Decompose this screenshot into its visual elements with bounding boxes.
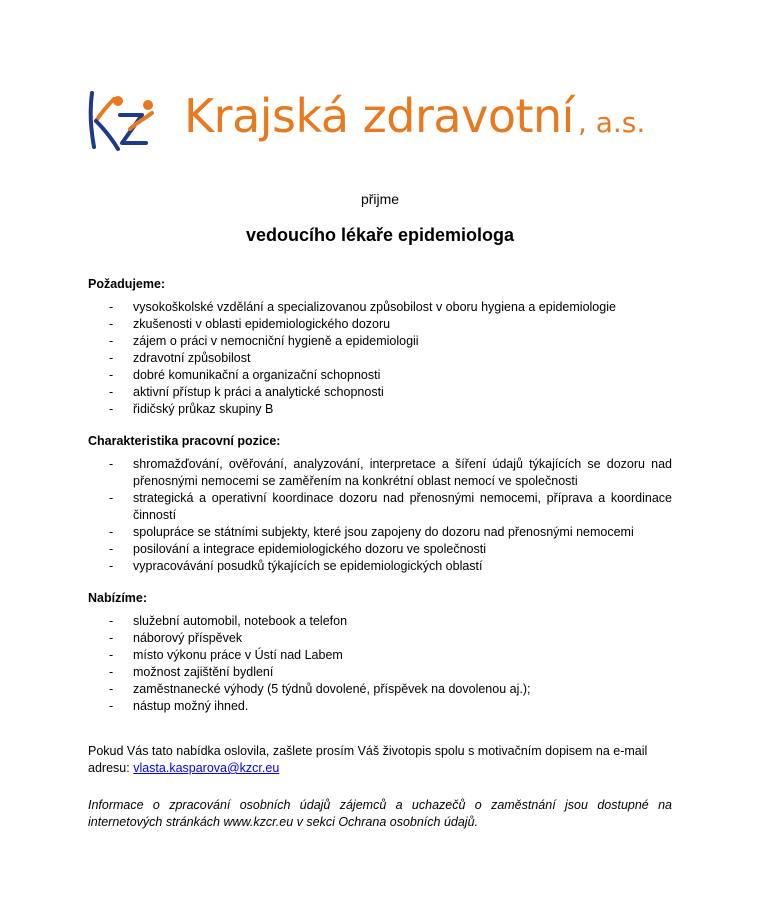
- list-item: [88, 367, 672, 384]
- list-item-text: nástup možný ihned.: [133, 699, 249, 713]
- list-item-text: posilování a integrace epidemiologického dozoru ve společnosti: [133, 542, 486, 556]
- logo-name: Krajská zdravotní: [184, 89, 574, 143]
- list-item: [88, 630, 672, 647]
- list-dash: -: [109, 682, 114, 696]
- list-dash: -: [109, 491, 114, 505]
- list-dash: -: [109, 665, 114, 679]
- list-item-text: náborový příspěvek: [133, 631, 243, 645]
- company-logo-text: [184, 89, 645, 143]
- list-item-text: spolupráce se státními subjekty, které jsou zapojeny do dozoru nad přenosnými nemocemi: [133, 525, 634, 539]
- list-dash: -: [109, 457, 114, 471]
- list-item: [88, 299, 672, 316]
- requirements-list: [88, 299, 672, 418]
- requirements-heading: Požadujeme:: [88, 277, 166, 291]
- list-item: [88, 524, 672, 541]
- requirements-section: [88, 276, 672, 418]
- privacy-note: Informace o zpracování osobních údajů zájemců a uchazečů o zaměstnání jsou dostupné na internetových stránkách www.kzcr.eu v sekci Ochrana osobních údajů.: [88, 798, 672, 829]
- list-dash: -: [109, 542, 114, 556]
- list-item-text: zkušenosti v oblasti epidemiologického dozoru: [133, 317, 391, 331]
- list-item-text: shromažďování, ověřování, analyzování, interpretace a šíření údajů týkajících se dozoru nad přenosnými nemocemi se zaměřením na konkrétní oblast nemocí ve společnosti: [133, 457, 672, 488]
- list-item-text: místo výkonu práce v Ústí nad Labem: [133, 648, 343, 662]
- list-dash: -: [109, 614, 114, 628]
- list-item-text: zájem o práci v nemocniční hygieně a epidemiologii: [133, 334, 419, 348]
- list-dash: -: [109, 402, 114, 416]
- list-item-text: možnost zajištění bydlení: [133, 665, 274, 679]
- job-description-list: [88, 456, 672, 575]
- list-item: [88, 401, 672, 418]
- kz-logo-icon: [86, 85, 158, 157]
- job-description-section: [88, 433, 672, 575]
- list-dash: -: [109, 525, 114, 539]
- offer-heading: Nabízíme:: [88, 591, 148, 605]
- contact-paragraph: [88, 743, 672, 777]
- list-dash: -: [109, 368, 114, 382]
- job-description-heading: Charakteristika pracovní pozice:: [88, 434, 281, 448]
- list-dash: -: [109, 648, 114, 662]
- offer-list: [88, 613, 672, 715]
- list-item: [88, 664, 672, 681]
- list-item: [88, 613, 672, 630]
- list-item-text: zaměstnanecké výhody (5 týdnů dovolené, příspěvek na dovolenou aj.);: [133, 682, 531, 696]
- logo-suffix: , a.s.: [577, 106, 646, 139]
- list-item-text: aktivní přístup k práci a analytické schopnosti: [133, 385, 384, 399]
- list-dash: -: [109, 317, 114, 331]
- list-item-text: zdravotní způsobilost: [133, 351, 251, 365]
- list-item: [88, 558, 672, 575]
- list-item: [88, 541, 672, 558]
- list-item: [88, 681, 672, 698]
- list-item: [88, 316, 672, 333]
- list-dash: -: [109, 631, 114, 645]
- list-item-text: služební automobil, notebook a telefon: [133, 614, 348, 628]
- contact-text: Pokud Vás tato nabídka oslovila, zašlete prosím Váš životopis spolu s motivačním dopisem na e-mail adresu:: [88, 744, 648, 775]
- list-item: [88, 350, 672, 367]
- list-dash: -: [109, 559, 114, 573]
- list-item: [88, 698, 672, 715]
- offer-section: [88, 590, 672, 715]
- list-dash: -: [109, 334, 114, 348]
- intro-text: přijme: [360, 191, 400, 207]
- list-item: [88, 333, 672, 350]
- list-item-text: řidičský průkaz skupiny B: [133, 402, 274, 416]
- list-dash: -: [109, 351, 114, 365]
- list-item: [88, 384, 672, 401]
- job-ad-content: [88, 276, 672, 831]
- list-item-text: dobré komunikační a organizační schopnosti: [133, 368, 381, 382]
- list-dash: -: [109, 385, 114, 399]
- company-header: [86, 85, 696, 165]
- list-item: [88, 490, 672, 524]
- list-dash: -: [109, 699, 114, 713]
- list-dash: -: [109, 300, 114, 314]
- contact-email-link[interactable]: vlasta.kasparova@kzcr.eu: [133, 761, 280, 775]
- list-item: [88, 456, 672, 490]
- list-item-text: strategická a operativní koordinace dozoru nad přenosnými nemocemi, příprava a koordinace činností: [133, 491, 672, 522]
- position-title: vedoucího lékaře epidemiologa: [245, 225, 515, 245]
- list-item: [88, 647, 672, 664]
- list-item-text: vypracovávání posudků týkajících se epidemiologických oblastí: [133, 559, 483, 573]
- list-item-text: vysokoškolské vzdělání a specializovanou způsobilost v oboru hygiena a epidemiologie: [133, 300, 616, 314]
